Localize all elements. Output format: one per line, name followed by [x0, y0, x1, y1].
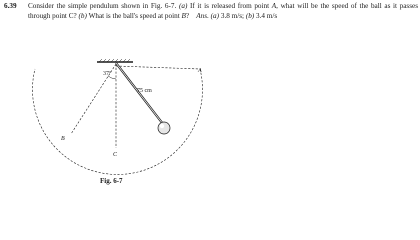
- part-b-marker: (b): [78, 11, 87, 20]
- answer-a-key: (a): [210, 11, 220, 20]
- question-text-2: If it is released from point: [190, 2, 270, 10]
- point-a-label: A: [198, 68, 202, 74]
- question-text-5: ?: [185, 11, 190, 20]
- point-b-label: B: [61, 136, 65, 142]
- question-text-3: , what will be the speed of the ball as it passes through point C?: [28, 2, 419, 20]
- problem-number: 6.39: [4, 2, 17, 10]
- answer-a: 3.8 m/s;: [220, 11, 245, 20]
- answer-b: 3.4 m/s: [256, 11, 278, 20]
- question-text-4: What is the ball's speed at point: [88, 11, 180, 20]
- part-a-marker: (a): [178, 2, 188, 10]
- point-a-ref: A: [271, 2, 277, 10]
- question-text-1: Consider the simple pendulum shown in Fig. 6-7.: [28, 2, 177, 10]
- length-label: 75 cm: [137, 88, 152, 94]
- point-b-ref: B: [181, 11, 186, 20]
- point-c-label: C: [113, 152, 118, 158]
- answer-b-key: (b): [245, 11, 255, 20]
- answer-label: Ans.: [196, 11, 209, 20]
- horizontal-reference-line: [116, 66, 200, 69]
- figure-caption: Fig. 6-7: [100, 177, 123, 185]
- pendulum-ball: [158, 122, 170, 134]
- swing-arc: [33, 69, 203, 174]
- angle-label: 37°: [103, 71, 112, 77]
- ball-shading: [160, 124, 164, 128]
